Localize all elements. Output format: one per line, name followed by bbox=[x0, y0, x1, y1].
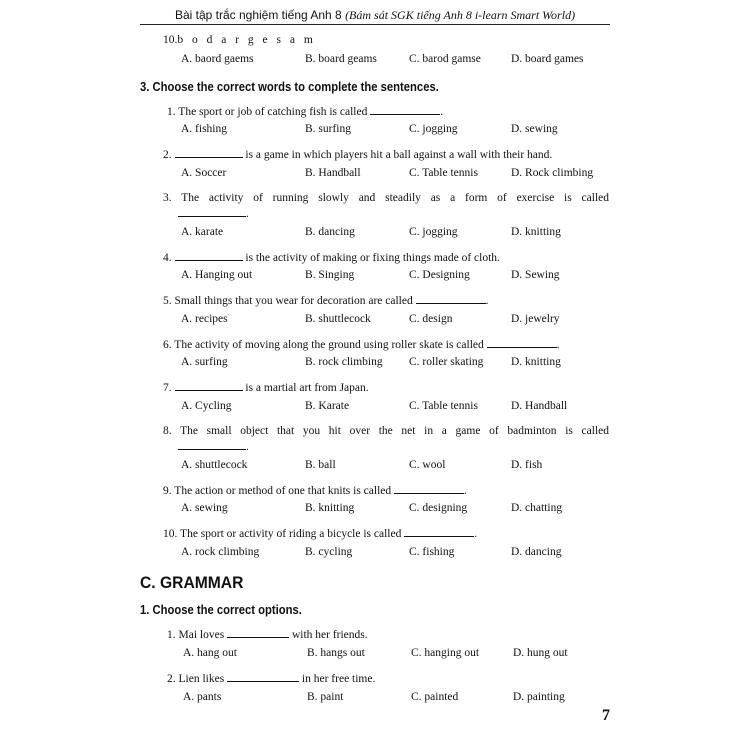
header-rule bbox=[140, 24, 610, 25]
option-c: C. jogging bbox=[409, 123, 458, 135]
option-c: C. roller skating bbox=[409, 356, 484, 368]
option-c: C. Designing bbox=[409, 269, 470, 281]
question-4-options bbox=[0, 268, 750, 282]
section-3-title: 3. Choose the correct words to complete the sentences. bbox=[140, 80, 439, 94]
prev-question-options bbox=[0, 52, 750, 66]
option-b: B. ball bbox=[305, 459, 336, 471]
option-b: B. shuttlecock bbox=[305, 313, 371, 325]
option-a: A. shuttlecock bbox=[181, 459, 248, 471]
option-a: A. recipes bbox=[181, 313, 228, 325]
header-title: Bài tập trắc nghiệm tiếng Anh 8 bbox=[174, 8, 342, 22]
option-b: B. Handball bbox=[305, 167, 361, 179]
question-1: 1. The sport or job of catching fish is called . bbox=[167, 106, 444, 118]
question-3-blank: . bbox=[178, 206, 249, 221]
option-b: B. dancing bbox=[305, 226, 355, 238]
question-9-options bbox=[0, 501, 750, 515]
option-a: A. rock climbing bbox=[181, 546, 260, 558]
option-d: D. hung out bbox=[513, 647, 568, 659]
question-8: 8. The small object that you hit over the net in a game of badminton is called bbox=[163, 425, 609, 437]
option-a: A. fishing bbox=[181, 123, 227, 135]
question-4: 4. is the activity of making or fixing things made of cloth. bbox=[163, 252, 500, 264]
question-6: 6. The activity of moving along the ground using roller skate is called . bbox=[163, 339, 560, 351]
option-b: B. hangs out bbox=[307, 647, 365, 659]
question-2-options bbox=[0, 166, 750, 180]
option-b: B. knitting bbox=[305, 502, 355, 514]
option-b: B. surfing bbox=[305, 123, 351, 135]
option-c: C. jogging bbox=[409, 226, 458, 238]
grammar-question-2-options bbox=[0, 690, 750, 704]
question-10-options bbox=[0, 545, 750, 559]
option-a: A. karate bbox=[181, 226, 224, 238]
option-c: C. painted bbox=[411, 691, 459, 703]
option-a: A. hang out bbox=[183, 647, 237, 659]
question-5: 5. Small things that you wear for decoration are called . bbox=[163, 295, 489, 307]
question-8-blank: . bbox=[178, 439, 249, 454]
question-3-options bbox=[0, 225, 750, 239]
option-d: D. knitting bbox=[511, 356, 561, 368]
question-5-options bbox=[0, 312, 750, 326]
option-a: A. pants bbox=[183, 691, 222, 703]
page-number: 7 bbox=[602, 707, 610, 724]
option-b: B. paint bbox=[307, 691, 344, 703]
option-a: A. Soccer bbox=[181, 167, 227, 179]
option-d: D. Handball bbox=[511, 400, 568, 412]
question-7: 7. is a martial art from Japan. bbox=[163, 382, 369, 394]
option-a: A. Hanging out bbox=[181, 269, 253, 281]
option-d: D. chatting bbox=[511, 502, 563, 514]
option-b: B. rock climbing bbox=[305, 356, 383, 368]
option-d: D. sewing bbox=[511, 123, 558, 135]
grammar-title: C. GRAMMAR bbox=[140, 573, 244, 592]
option-b: B. cycling bbox=[305, 546, 353, 558]
question-8-options bbox=[0, 458, 750, 472]
grammar-question-2: 2. Lien likes in her free time. bbox=[167, 673, 376, 685]
question-10: 10. The sport or activity of riding a bicycle is called . bbox=[163, 528, 478, 540]
option-d: D. jewelry bbox=[511, 313, 560, 325]
option-d: D. dancing bbox=[511, 546, 562, 558]
option-d: D. Rock climbing bbox=[511, 167, 594, 179]
prev-question: 10.b o d a r g e s a m bbox=[163, 34, 316, 46]
grammar-question-1-options bbox=[0, 646, 750, 660]
grammar-question-1: 1. Mai loves with her friends. bbox=[167, 629, 368, 641]
question-7-options bbox=[0, 399, 750, 413]
option-b: B. board geams bbox=[305, 53, 377, 65]
question-6-options bbox=[0, 355, 750, 369]
question-3: 3. The activity of running slowly and steadily as a form of exercise is called bbox=[163, 192, 609, 204]
option-d: D. board games bbox=[511, 53, 584, 65]
scrambled-word: b o d a r g e s a m bbox=[177, 34, 316, 46]
option-d: D. fish bbox=[511, 459, 543, 471]
option-c: C. design bbox=[409, 313, 453, 325]
option-a: A. surfing bbox=[181, 356, 228, 368]
running-header bbox=[140, 8, 610, 22]
option-d: D. painting bbox=[513, 691, 565, 703]
option-a: A. sewing bbox=[181, 502, 228, 514]
option-a: A. baord gaems bbox=[181, 53, 254, 65]
option-b: B. Singing bbox=[305, 269, 355, 281]
option-c: C. designing bbox=[409, 502, 468, 514]
option-c: C. barod gamse bbox=[409, 53, 481, 65]
header-subtitle: (Bám sát SGK tiếng Anh 8 i-learn Smart World) bbox=[345, 8, 576, 22]
option-c: C. Table tennis bbox=[409, 167, 478, 179]
option-c: C. wool bbox=[409, 459, 446, 471]
option-b: B. Karate bbox=[305, 400, 350, 412]
question-9: 9. The action or method of one that knits is called . bbox=[163, 485, 467, 497]
option-c: C. hanging out bbox=[411, 647, 480, 659]
option-d: D. knitting bbox=[511, 226, 561, 238]
option-c: C. Table tennis bbox=[409, 400, 478, 412]
grammar-section-1-title: 1. Choose the correct options. bbox=[140, 603, 302, 617]
question-2: 2. is a game in which players hit a ball against a wall with their hand. bbox=[163, 149, 553, 161]
question-1-options bbox=[0, 122, 750, 136]
option-a: A. Cycling bbox=[181, 400, 232, 412]
option-c: C. fishing bbox=[409, 546, 455, 558]
option-d: D. Sewing bbox=[511, 269, 560, 281]
